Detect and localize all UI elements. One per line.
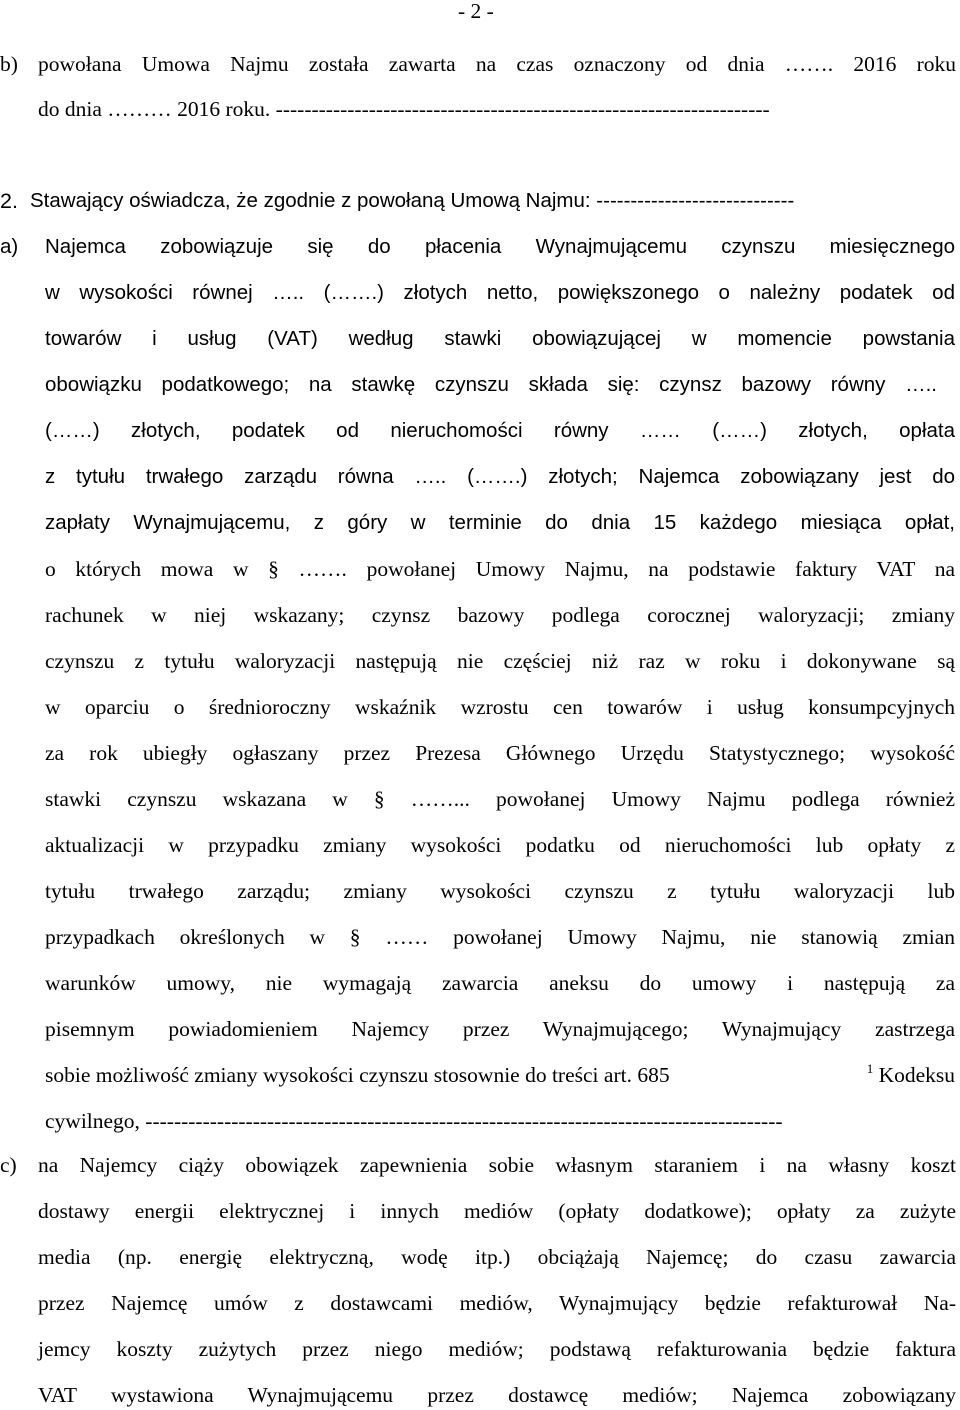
paragraph-line: pisemnym powiadomieniem Najemcy przez Wynajmującego; Wynajmujący zastrzega: [45, 1017, 955, 1041]
section-heading: Stawający oświadcza, że zgodnie z powołaną Umową Najmu: -----------------------------: [30, 189, 795, 212]
paragraph-line: w oparciu o średnioroczny wskaźnik wzrostu cen towarów i usług konsumpcyjnych: [45, 695, 955, 719]
paragraph-line: z tytułu trwałego zarządu równa ….. (…….) złotych; Najemca zobowiązany jest do: [45, 465, 955, 488]
list-marker: c): [0, 1153, 17, 1177]
paragraph-line: powołana Umowa Najmu została zawarta na czas oznaczony od dnia ……. 2016 roku: [38, 52, 956, 76]
paragraph-line: przez Najemcę umów z dostawcami mediów, Wynajmujący będzie refakturował Na-: [38, 1291, 956, 1315]
paragraph-line: rachunek w niej wskazany; czynsz bazowy podlega corocznej waloryzacji; zmiany: [45, 603, 955, 627]
paragraph-line: [45, 1060, 955, 1090]
paragraph-line: cywilnego, -----------------------------------------------------------------------------------------: [45, 1109, 783, 1133]
paragraph-line: za rok ubiegły ogłaszany przez Prezesa Głównego Urzędu Statystycznego; wysokość: [45, 741, 955, 765]
paragraph-line: do dnia ……… 2016 roku. ---------------------------------------------------------------------: [38, 97, 770, 121]
line-tail: Kodeksu: [873, 1063, 955, 1087]
paragraph-line: tytułu trwałego zarządu; zmiany wysokości czynszu z tytułu waloryzacji lub: [45, 879, 955, 903]
paragraph-line: aktualizacji w przypadku zmiany wysokości podatku od nieruchomości lub opłaty z: [45, 833, 955, 857]
paragraph-line: media (np. energię elektryczną, wodę itp.) obciążają Najemcę; do czasu zawarcia: [38, 1245, 956, 1269]
line-text: sobie możliwość zmiany wysokości czynszu stosownie do treści art. 685: [45, 1063, 670, 1087]
paragraph-line: Najemca zobowiązuje się do płacenia Wynajmującemu czynszu miesięcznego: [45, 235, 955, 258]
paragraph-line: w wysokości równej ….. (…….) złotych netto, powiększonego o należny podatek od: [45, 281, 955, 304]
paragraph-line: towarów i usług (VAT) według stawki obowiązującej w momencie powstania: [45, 327, 955, 350]
paragraph-line: stawki czynszu wskazana w § ……... powołanej Umowy Najmu podlega również: [45, 787, 955, 811]
superscript: 1: [866, 1061, 874, 1076]
list-marker: b): [0, 52, 18, 76]
list-marker: a): [0, 235, 19, 258]
paragraph-line: VAT wystawiona Wynajmującemu przez dostawcę mediów; Najemca zobowiązany: [38, 1383, 956, 1407]
paragraph-line: na Najemcy ciąży obowiązek zapewnienia sobie własnym staraniem i na własny koszt: [38, 1153, 956, 1177]
paragraph-line: przypadkach określonych w § …… powołanej Umowy Najmu, nie stanowią zmian: [45, 925, 955, 949]
paragraph-line: (……) złotych, podatek od nieruchomości równy …… (……) złotych, opłata: [45, 419, 955, 442]
paragraph-line: jemcy koszty zużytych przez niego mediów; podstawą refakturowania będzie faktura: [38, 1337, 956, 1361]
list-marker: 2.: [0, 189, 18, 213]
page-number: - 2 -: [458, 0, 494, 23]
paragraph-line: warunków umowy, nie wymagają zawarcia aneksu do umowy i następują za: [45, 971, 955, 995]
paragraph-line: o których mowa w § ……. powołanej Umowy Najmu, na podstawie faktury VAT na: [45, 557, 955, 581]
paragraph-line: zapłaty Wynajmującemu, z góry w terminie do dnia 15 każdego miesiąca opłat,: [45, 511, 955, 534]
paragraph-line: obowiązku podatkowego; na stawkę czynszu składa się: czynsz bazowy równy …..: [45, 373, 937, 396]
paragraph-line: czynszu z tytułu waloryzacji następują nie częściej niż raz w roku i dokonywane są: [45, 649, 955, 673]
paragraph-line: dostawy energii elektrycznej i innych mediów (opłaty dodatkowe); opłaty za zużyte: [38, 1199, 956, 1223]
art-reference: [867, 1060, 955, 1090]
